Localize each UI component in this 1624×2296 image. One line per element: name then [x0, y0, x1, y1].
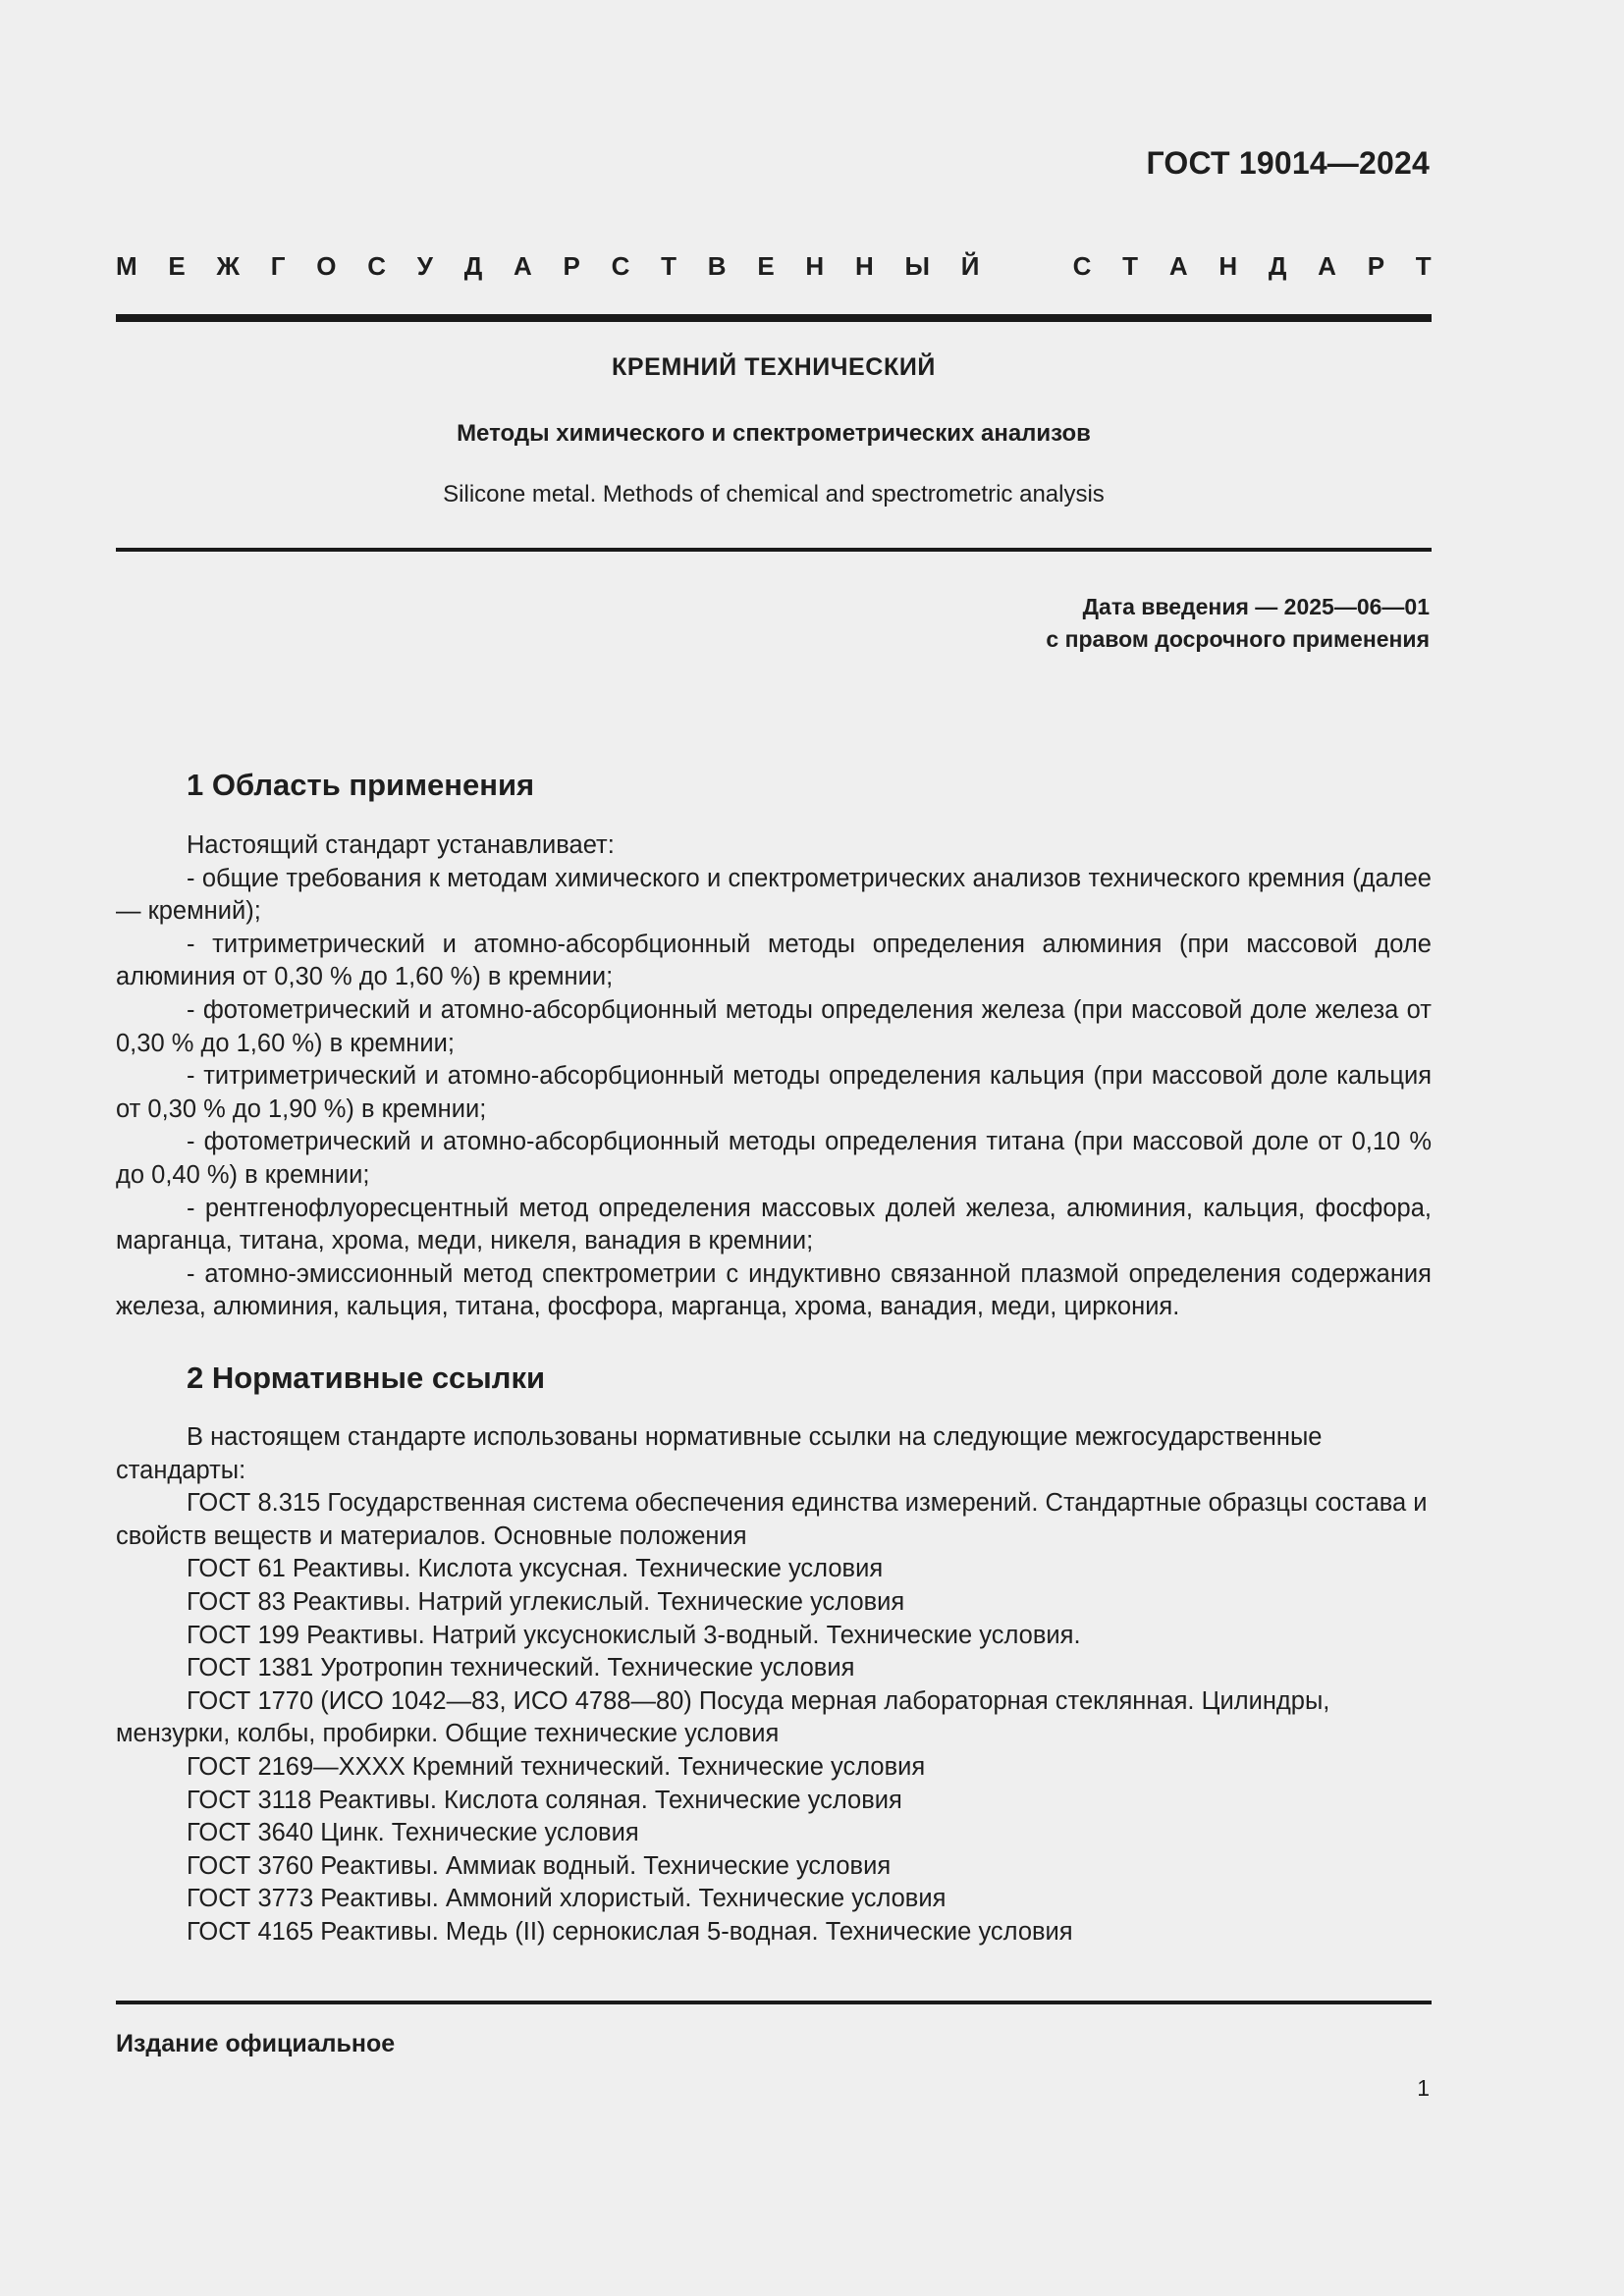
- interstate-heading-letter: Ы: [904, 251, 930, 281]
- interstate-heading-letter: А: [1168, 251, 1188, 281]
- interstate-heading-letter: Р: [1367, 251, 1385, 281]
- introduction-date: Дата введения — 2025—06—01: [1082, 594, 1430, 619]
- interstate-heading-letter: Т: [1122, 251, 1139, 281]
- interstate-heading-letter: О: [316, 251, 337, 281]
- interstate-heading-letter: Н: [805, 251, 825, 281]
- document-title: КРЕМНИЙ ТЕХНИЧЕСКИЙ: [612, 353, 936, 381]
- section-1-paragraph: - титриметрический и атомно-абсорбционный методы определения алюминия (при массовой доле алюминия от 0,30 % до 1,60 %) в кремнии;: [116, 930, 1432, 991]
- interstate-heading-letter: Р: [563, 251, 580, 281]
- early-application-note: с правом досрочного применения: [1046, 626, 1430, 652]
- interstate-heading-letter: В: [707, 251, 727, 281]
- english-title: Silicone metal. Methods of chemical and spectrometric analysis: [443, 481, 1105, 507]
- reference-item: ГОСТ 61 Реактивы. Кислота уксусная. Технические условия: [187, 1555, 884, 1583]
- reference-item: ГОСТ 3760 Реактивы. Аммиак водный. Технические условия: [187, 1851, 892, 1880]
- interstate-heading-letter: Н: [1218, 251, 1238, 281]
- interstate-heading-letter: Е: [757, 251, 775, 281]
- reference-item: ГОСТ 8.315 Государственная система обеспечения единства измерений. Стандартные образцы состава и свойств веществ и материалов. Основные положения: [116, 1489, 1428, 1550]
- document-subtitle: Методы химического и спектрометрических анализов: [457, 420, 1091, 447]
- section-2-body: [116, 1421, 1432, 1949]
- interstate-heading-letter: Г: [270, 251, 286, 281]
- document-number: ГОСТ 19014—2024: [1146, 145, 1430, 181]
- reference-item: ГОСТ 83 Реактивы. Натрий углекислый. Технические условия: [187, 1587, 905, 1616]
- official-edition-label: Издание официальное: [116, 2030, 396, 2057]
- interstate-heading-letter: С: [367, 251, 387, 281]
- footer-divider: [116, 2001, 1432, 2004]
- interstate-standard-heading: [116, 251, 1432, 282]
- interstate-heading-letter: Т: [661, 251, 677, 281]
- interstate-heading-letter: У: [416, 251, 433, 281]
- section-1-body: [116, 829, 1432, 1324]
- interstate-heading-letter: Д: [1268, 251, 1287, 281]
- reference-item: ГОСТ 1381 Уротропин технический. Технические условия: [187, 1654, 855, 1682]
- interstate-heading-letter: А: [514, 251, 532, 281]
- reference-item: ГОСТ 1770 (ИСО 1042—83, ИСО 4788—80) Посуда мерная лабораторная стеклянная. Цилиндры, мензурки, колбы, пробирки. Общие технические условия: [116, 1686, 1330, 1748]
- section-1-paragraph: - рентгенофлуоресцентный метод определения массовых долей железа, алюминия, кальция, фосфора, марганца, титана, хрома, меди, никеля, ванадия в кремнии;: [116, 1194, 1432, 1255]
- interstate-heading-letter: Д: [463, 251, 483, 281]
- section-2-paragraph: В настоящем стандарте использованы нормативные ссылки на следующие межгосударственные стандарты:: [116, 1423, 1323, 1484]
- interstate-heading-letter: Е: [168, 251, 186, 281]
- header-divider: [116, 314, 1432, 322]
- section-2-heading: 2 Нормативные ссылки: [187, 1361, 546, 1395]
- interstate-heading-letter: Т: [1415, 251, 1432, 281]
- section-1-paragraph: - фотометрический и атомно-абсорбционный методы определения железа (при массовой доле железа от 0,30 % до 1,60 %) в кремнии;: [116, 995, 1432, 1057]
- section-1-paragraph: - общие требования к методам химического и спектрометрических анализов технического кремния (далее — кремний);: [116, 864, 1432, 926]
- reference-item: ГОСТ 3640 Цинк. Технические условия: [187, 1819, 639, 1847]
- reference-item: ГОСТ 199 Реактивы. Натрий уксуснокислый 3-водный. Технические условия.: [187, 1621, 1081, 1649]
- reference-item: ГОСТ 4165 Реактивы. Медь (II) сернокислая 5-водная. Технические условия: [187, 1917, 1073, 1946]
- interstate-heading-letter: С: [1072, 251, 1092, 281]
- interstate-heading-letter: Ж: [216, 251, 241, 281]
- interstate-heading-letter: С: [611, 251, 630, 281]
- reference-item: ГОСТ 3118 Реактивы. Кислота соляная. Технические условия: [187, 1786, 902, 1814]
- interstate-heading-letter: Н: [854, 251, 874, 281]
- page-number: 1: [1417, 2075, 1430, 2101]
- interstate-heading-letter: М: [116, 251, 137, 281]
- interstate-heading-letter: А: [1318, 251, 1336, 281]
- section-1-heading: 1 Область применения: [187, 768, 535, 802]
- reference-item: ГОСТ 3773 Реактивы. Аммоний хлористый. Технические условия: [187, 1885, 947, 1913]
- section-1-paragraph: - титриметрический и атомно-абсорбционный методы определения кальция (при массовой доле кальция от 0,30 % до 1,90 %) в кремнии;: [116, 1062, 1432, 1123]
- section-1-paragraph: - атомно-эмиссионный метод спектрометрии с индуктивно связанной плазмой определения содержания железа, алюминия, кальция, титана, фосфора, марганца, хрома, ванадия, меди, циркония.: [116, 1259, 1432, 1321]
- title-divider: [116, 548, 1432, 552]
- section-1-paragraph: - фотометрический и атомно-абсорбционный методы определения титана (при массовой доле от 0,10 % до 0,40 %) в кремнии;: [116, 1128, 1432, 1189]
- introduction-date-block: [1046, 591, 1430, 656]
- reference-item: ГОСТ 2169—XXXX Кремний технический. Технические условия: [187, 1752, 926, 1781]
- section-1-paragraph: Настоящий стандарт устанавливает:: [187, 831, 615, 859]
- interstate-heading-letter: Й: [960, 251, 980, 281]
